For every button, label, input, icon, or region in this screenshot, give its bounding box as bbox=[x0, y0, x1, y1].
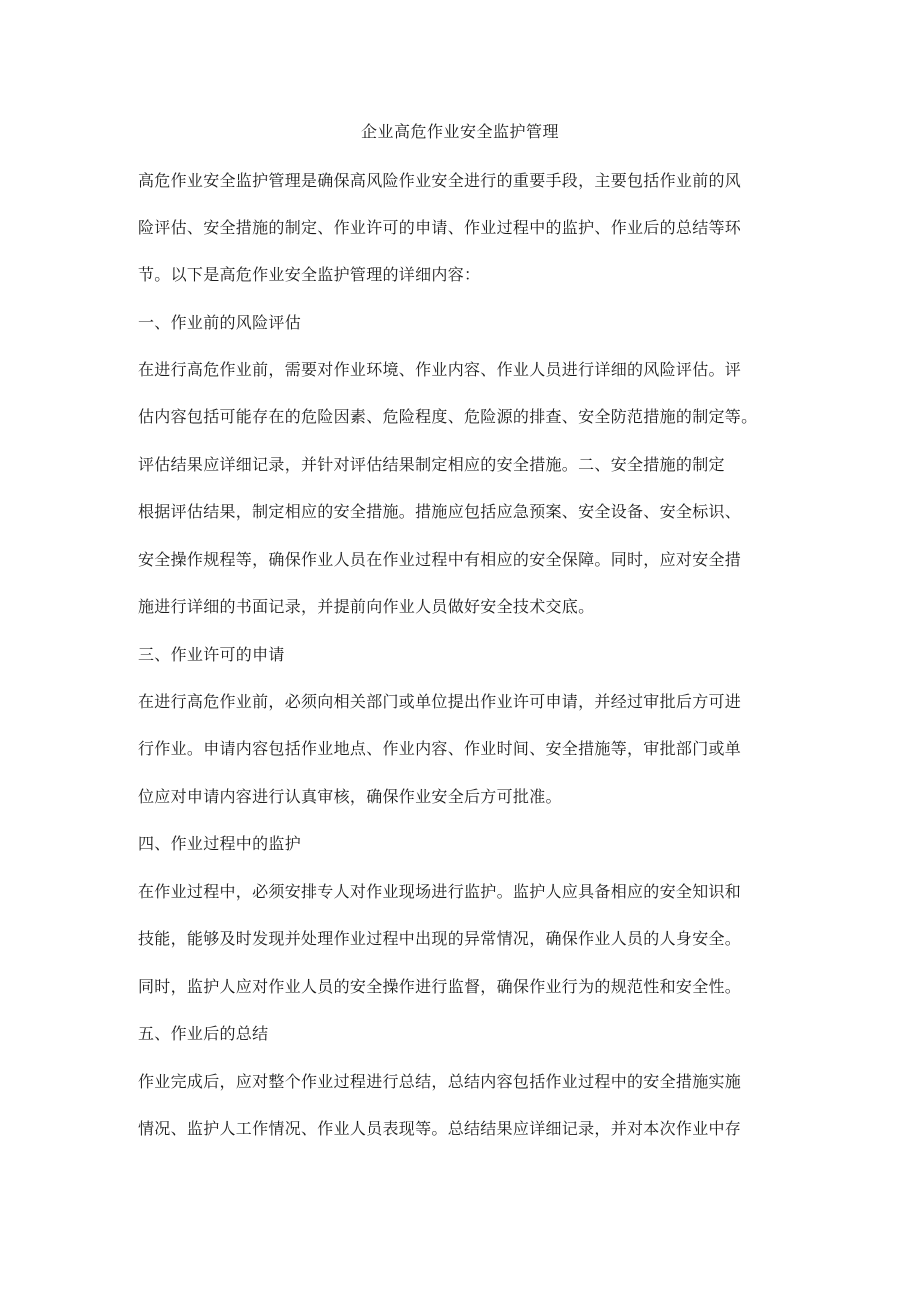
paragraph-line: 在进行高危作业前，需要对作业环境、作业内容、作业人员进行详细的风险评估。评 bbox=[138, 360, 742, 379]
paragraph-line: 施进行详细的书面记录，并提前向作业人员做好安全技术交底。 bbox=[138, 597, 595, 616]
document-title: 企业高危作业安全监护管理 bbox=[360, 122, 559, 141]
section-heading: 五、作业后的总结 bbox=[138, 1024, 269, 1043]
paragraph-line: 行作业。申请内容包括作业地点、作业内容、作业时间、安全措施等，审批部门或单 bbox=[138, 739, 742, 758]
paragraph-line: 位应对申请内容进行认真审核，确保作业安全后方可批准。 bbox=[138, 787, 562, 806]
paragraph-line: 技能，能够及时发现并处理作业过程中出现的异常情况，确保作业人员的人身安全。 bbox=[138, 929, 742, 948]
section-heading: 三、作业许可的申请 bbox=[138, 645, 285, 664]
paragraph-line: 同时，监护人应对作业人员的安全操作进行监督，确保作业行为的规范性和安全性。 bbox=[138, 977, 742, 996]
paragraph-line: 作业完成后，应对整个作业过程进行总结，总结内容包括作业过程中的安全措施实施 bbox=[138, 1072, 742, 1091]
paragraph-line: 估内容包括可能存在的危险因素、危险程度、危险源的排查、安全防范措施的制定等。 bbox=[138, 407, 758, 426]
paragraph-line: 在作业过程中，必须安排专人对作业现场进行监护。监护人应具备相应的安全知识和 bbox=[138, 882, 742, 901]
paragraph-line: 评估结果应详细记录，并针对评估结果制定相应的安全措施。二、安全措施的制定 bbox=[138, 455, 725, 474]
paragraph-line: 高危作业安全监护管理是确保高风险作业安全进行的重要手段，主要包括作业前的风 bbox=[138, 171, 742, 190]
paragraph-line: 险评估、安全措施的制定、作业许可的申请、作业过程中的监护、作业后的总结等环 bbox=[138, 218, 742, 237]
paragraph-line: 根据评估结果，制定相应的安全措施。措施应包括应急预案、安全设备、安全标识、 bbox=[138, 502, 742, 521]
section-heading: 四、作业过程中的监护 bbox=[138, 834, 302, 853]
paragraph-line: 情况、监护人工作情况、作业人员表现等。总结结果应详细记录，并对本次作业中存 bbox=[138, 1119, 742, 1138]
paragraph-line: 在进行高危作业前，必须向相关部门或单位提出作业许可申请，并经过审批后方可进 bbox=[138, 692, 742, 711]
paragraph-line: 节。以下是高危作业安全监护管理的详细内容： bbox=[138, 265, 481, 284]
paragraph-line: 安全操作规程等，确保作业人员在作业过程中有相应的安全保障。同时，应对安全措 bbox=[138, 550, 742, 569]
section-heading: 一、作业前的风险评估 bbox=[138, 313, 302, 332]
